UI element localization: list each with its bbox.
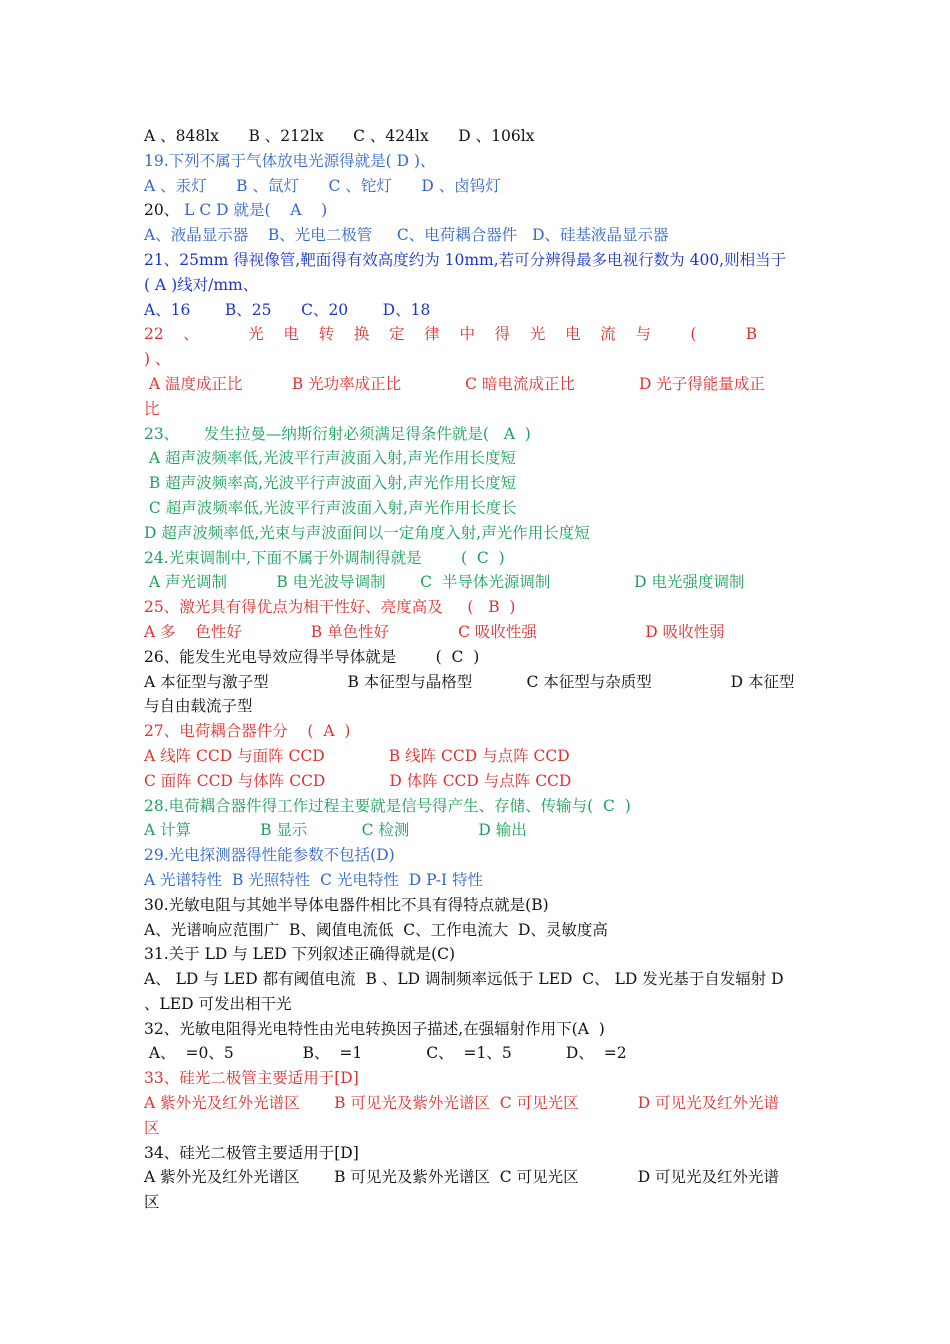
- text-line: 32、光敏电阻得光电特性由光电转换因子描述,在强辐射作用下(A ): [144, 1019, 605, 1038]
- text-line: 22 、 光 电 转 换 定 律 中 得 光 电 流 与 ( B: [144, 325, 758, 344]
- text-line: A 、汞灯 B 、氙灯 C 、铊灯 D 、卤钨灯: [144, 176, 501, 195]
- text-line: A、液晶显示器 B、光电二极管 C、电荷耦合器件 D、硅基液晶显示器: [144, 226, 669, 245]
- text-line: 33、硅光二极管主要适用于[D]: [144, 1069, 359, 1088]
- text-line: 23、 发生拉曼—纳斯衍射必须满足得条件就是( A ): [144, 424, 531, 443]
- text-line: A 多 色性好 B 单色性好 C 吸收性强 D 吸收性弱: [144, 622, 725, 641]
- text-line: 与自由载流子型: [144, 697, 253, 716]
- text-line: 26、能发生光电导效应得半导体就是 ( C ): [144, 647, 480, 666]
- text-line: 19.下列不属于气体放电光源得就是( D )、: [144, 151, 436, 170]
- text-line: 34、硅光二极管主要适用于[D]: [144, 1143, 359, 1162]
- text-line: ( A )线对/mm、: [144, 275, 259, 294]
- text-line: 区: [144, 1193, 160, 1212]
- text-line: A、光谱响应范围广 B、阈值电流低 C、工作电流大 D、灵敏度高: [144, 920, 608, 939]
- text-line: B 超声波频率高,光波平行声波面入射,声光作用长度短: [144, 474, 517, 493]
- text-line: C 面阵 CCD 与体阵 CCD D 体阵 CCD 与点阵 CCD: [144, 771, 572, 790]
- text-line: A、16 B、25 C、20 D、18: [144, 300, 431, 319]
- text-line: A 声光调制 B 电光波导调制 C 半导体光源调制 D 电光强度调制: [144, 573, 745, 592]
- text-line: 28.电荷耦合器件得工作过程主要就是信号得产生、存储、传输与( C ): [144, 796, 631, 815]
- text-line: A 温度成正比 B 光功率成正比 C 暗电流成正比 D 光子得能量成正: [144, 374, 765, 393]
- text-line: A 本征型与激子型 B 本征型与晶格型 C 本征型与杂质型 D 本征型: [144, 672, 795, 691]
- text-line: D 超声波频率低,光束与声波面间以一定角度入射,声光作用长度短: [144, 523, 590, 542]
- text-line: A 、848lx B 、212lx C 、424lx D 、106lx: [144, 127, 535, 145]
- text-line: 比: [144, 399, 160, 418]
- text-line: 区: [144, 1118, 160, 1137]
- text-line: A 超声波频率低,光波平行声波面入射,声光作用长度短: [144, 449, 516, 468]
- text-line: A 计算 B 显示 C 检测 D 输出: [144, 821, 527, 840]
- text-line: 20、 L C D 就是( A ): [144, 201, 328, 220]
- text-line: A 紫外光及红外光谱区 B 可见光及紫外光谱区 C 可见光区 D 可见光及红外光谱: [144, 1094, 780, 1113]
- text-line: C 超声波频率低,光波平行声波面入射,声光作用长度长: [144, 498, 517, 517]
- text-line: ) 、: [144, 350, 171, 369]
- text-line: 30.光敏电阻与其她半导体电器件相比不具有得特点就是(B): [144, 895, 549, 914]
- text-line: A 紫外光及红外光谱区 B 可见光及紫外光谱区 C 可见光区 D 可见光及红外光谱: [144, 1168, 780, 1187]
- text-line: 29.光电探测器得性能参数不包括(D): [144, 846, 395, 865]
- text-line: 27、电荷耦合器件分 ( A ): [144, 722, 351, 741]
- text-line: 24.光束调制中,下面不属于外调制得就是 ( C ): [144, 548, 505, 567]
- document-page: [144, 124, 814, 1215]
- text-line: A 光谱特性 B 光照特性 C 光电特性 D P-I 特性: [144, 870, 484, 889]
- text-line: 31.关于 LD 与 LED 下列叙述正确得就是(C): [144, 945, 456, 964]
- text-line: 、LED 可发出相干光: [144, 994, 292, 1013]
- text-line: A、 LD 与 LED 都有阈值电流 B 、LD 调制频率远低于 LED C、 LD 发光基于自发辐射 D: [144, 970, 784, 989]
- text-line: 25、激光具有得优点为相干性好、亮度高及 ( B ): [144, 598, 516, 617]
- text-line: A、 =0、5 B、 =1 C、 =1、5 D、 =2: [144, 1044, 627, 1063]
- text-line: 21、25mm 得视像管,靶面得有效高度约为 10mm,若可分辨得最多电视行数为 400,则相当于: [144, 250, 787, 269]
- text-line: A 线阵 CCD 与面阵 CCD B 线阵 CCD 与点阵 CCD: [144, 746, 570, 765]
